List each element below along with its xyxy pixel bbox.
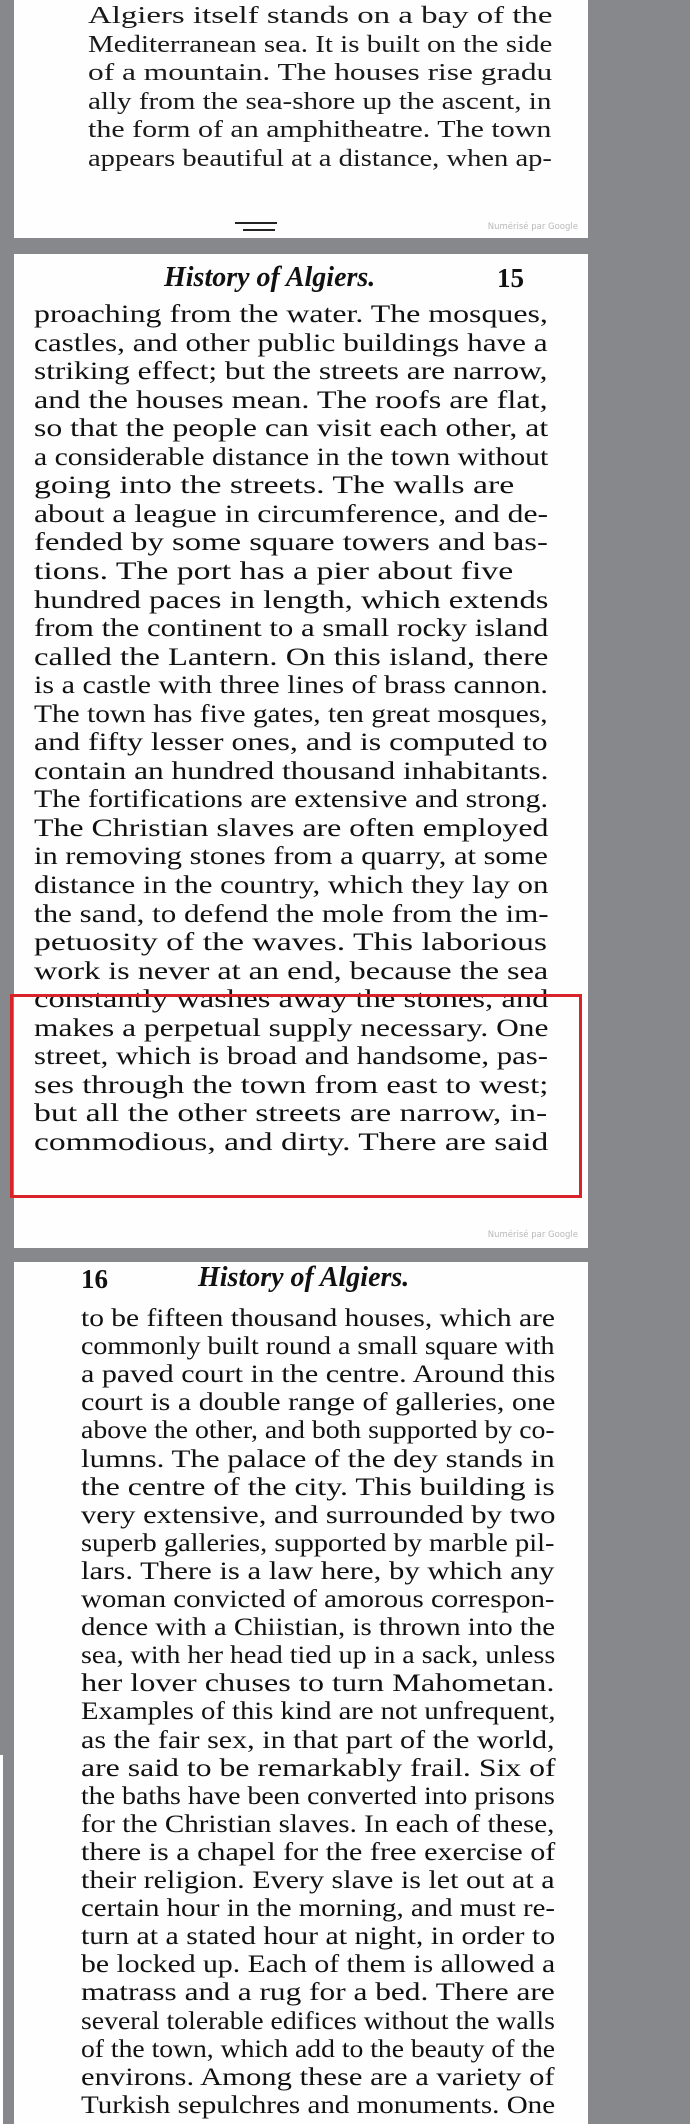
text-line: their religion. Every slave is let out at a [81,1867,555,1894]
text-line: dence with a Chiistian, is thrown into the [81,1614,556,1642]
text-line: proaching from the water. The mosques, [34,301,548,328]
text-line: the form of an amphitheatre. The town [88,116,552,143]
text-line: from the continent to a small rocky island [34,615,549,643]
text-line: sea, with her head tied up in a sack, unless [81,1642,556,1670]
text-line: The town has five gates, ten great mosques, [34,700,548,728]
text-line: Turkish sepulchres and monuments. One [81,2091,556,2119]
text-line: The fortifications are extensive and strong. [34,786,549,814]
text-line: about a league in circumference, and de- [34,500,549,528]
page-edge [0,1755,3,2124]
text-line: and the houses mean. The roofs are flat, [34,386,548,414]
text-line: ally from the sea-shore up the ascent, in [88,87,552,115]
text-line: court is a double range of galleries, one [81,1389,556,1417]
running-head: History of Algiers. [198,1262,410,1293]
text-line: the baths have been converted into prisons [81,1782,555,1810]
scanned-page-top [14,0,588,238]
text-line: environs. Among these are a variety of [81,2063,555,2091]
text-line: superb galleries, supported by marble pil- [81,1529,555,1557]
scan-credit: Numérisé par Google [487,1230,578,1240]
text-line: there is a chapel for the free exercise of [81,1838,556,1866]
text-line: certain hour in the morning, and must re- [81,1895,555,1923]
text-line: ses through the town from east to west; [34,1071,549,1099]
running-head: History of Algiers. [164,262,376,293]
text-line: constantly washes away the stones, and [34,986,549,1014]
text-line: the sand, to defend the mole from the im- [34,900,549,928]
text-line: street, which is broad and handsome, pas- [34,1043,548,1071]
text-line: and fifty lesser ones, and is computed to [34,729,548,757]
text-line: so that the people can visit each other, at [34,415,549,443]
text-line: lumns. The palace of the dey stands in [81,1445,555,1473]
text-line: to be fifteen thousand houses, which are [81,1305,555,1332]
text-line: woman convicted of amorous correspon- [81,1586,555,1613]
text-line: distance in the country, which they lay on [34,872,549,899]
text-line: of the town, which add to the beauty of the [81,2035,556,2063]
text-line: Examples of this kind are not unfrequent, [81,1698,556,1726]
text-line: turn at a stated hour at night, in order to [81,1923,556,1951]
text-line: lars. There is a law here, by which any [81,1557,555,1585]
text-line: commonly built round a small square with [81,1333,555,1361]
text-line: The Christian slaves are often employed [34,814,549,842]
text-line: a paved court in the centre. Around this [81,1361,556,1389]
text-line: is a castle with three lines of brass cannon. [34,672,548,700]
text-line: called the Lantern. On this island, there [34,643,549,671]
text-line: are said to be remarkably frail. Six of [81,1754,556,1782]
ornamental-rule [243,229,275,231]
text-line: several tolerable edifices without the walls [81,2007,555,2035]
text-line: striking effect; but the streets are narrow, [34,358,548,386]
text-line: for the Christian slaves. In each of these, [81,1810,555,1838]
scanned-page-16 [14,1262,588,2124]
text-line: matrass and a rug for a bed. There are [81,1979,555,2007]
text-line: the centre of the city. This building is [81,1473,555,1501]
text-line: going into the streets. The walls are [34,472,515,500]
text-line: hundred paces in length, which extends [34,586,549,614]
text-line: above the other, and both supported by co- [81,1417,555,1445]
text-line: makes a perpetual supply necessary. One [34,1014,549,1042]
text-line: Algiers itself stands on a bay of the [88,2,553,29]
page-number: 15 [497,263,524,293]
text-line: be locked up. Each of them is allowed a [81,1951,556,1979]
text-line: petuosity of the waves. This laborious [34,929,548,957]
text-line: Mediterranean sea. It is built on the side [88,30,553,58]
text-line: but all the other streets are narrow, in- [34,1100,548,1128]
text-line: work is never at an end, because the sea [34,957,549,985]
scanned-page-15 [14,254,588,1248]
text-line: as the fair sex, in that part of the world, [81,1726,555,1754]
text-line: castles, and other public buildings have a [34,329,548,357]
text-line: a considerable distance in the town without [34,443,549,471]
text-line: tions. The port has a pier about five [34,557,514,585]
text-line: very extensive, and surrounded by two [81,1501,556,1529]
scan-credit: Numérisé par Google [487,222,578,232]
text-line: her lover chuses to turn Mahometan. [81,1670,555,1698]
text-line: contain an hundred thousand inhabitants. [34,757,549,785]
ornamental-rule [235,222,277,224]
text-line: in removing stones from a quarry, at some [34,843,548,871]
page-number: 16 [81,1264,108,1294]
text-line: fended by some square towers and bas- [34,529,548,557]
text-line: appears beautiful at a distance, when ap- [88,144,552,172]
text-line: commodious, and dirty. There are said [34,1128,549,1156]
text-line: of a mountain. The houses rise gradu [88,59,553,86]
